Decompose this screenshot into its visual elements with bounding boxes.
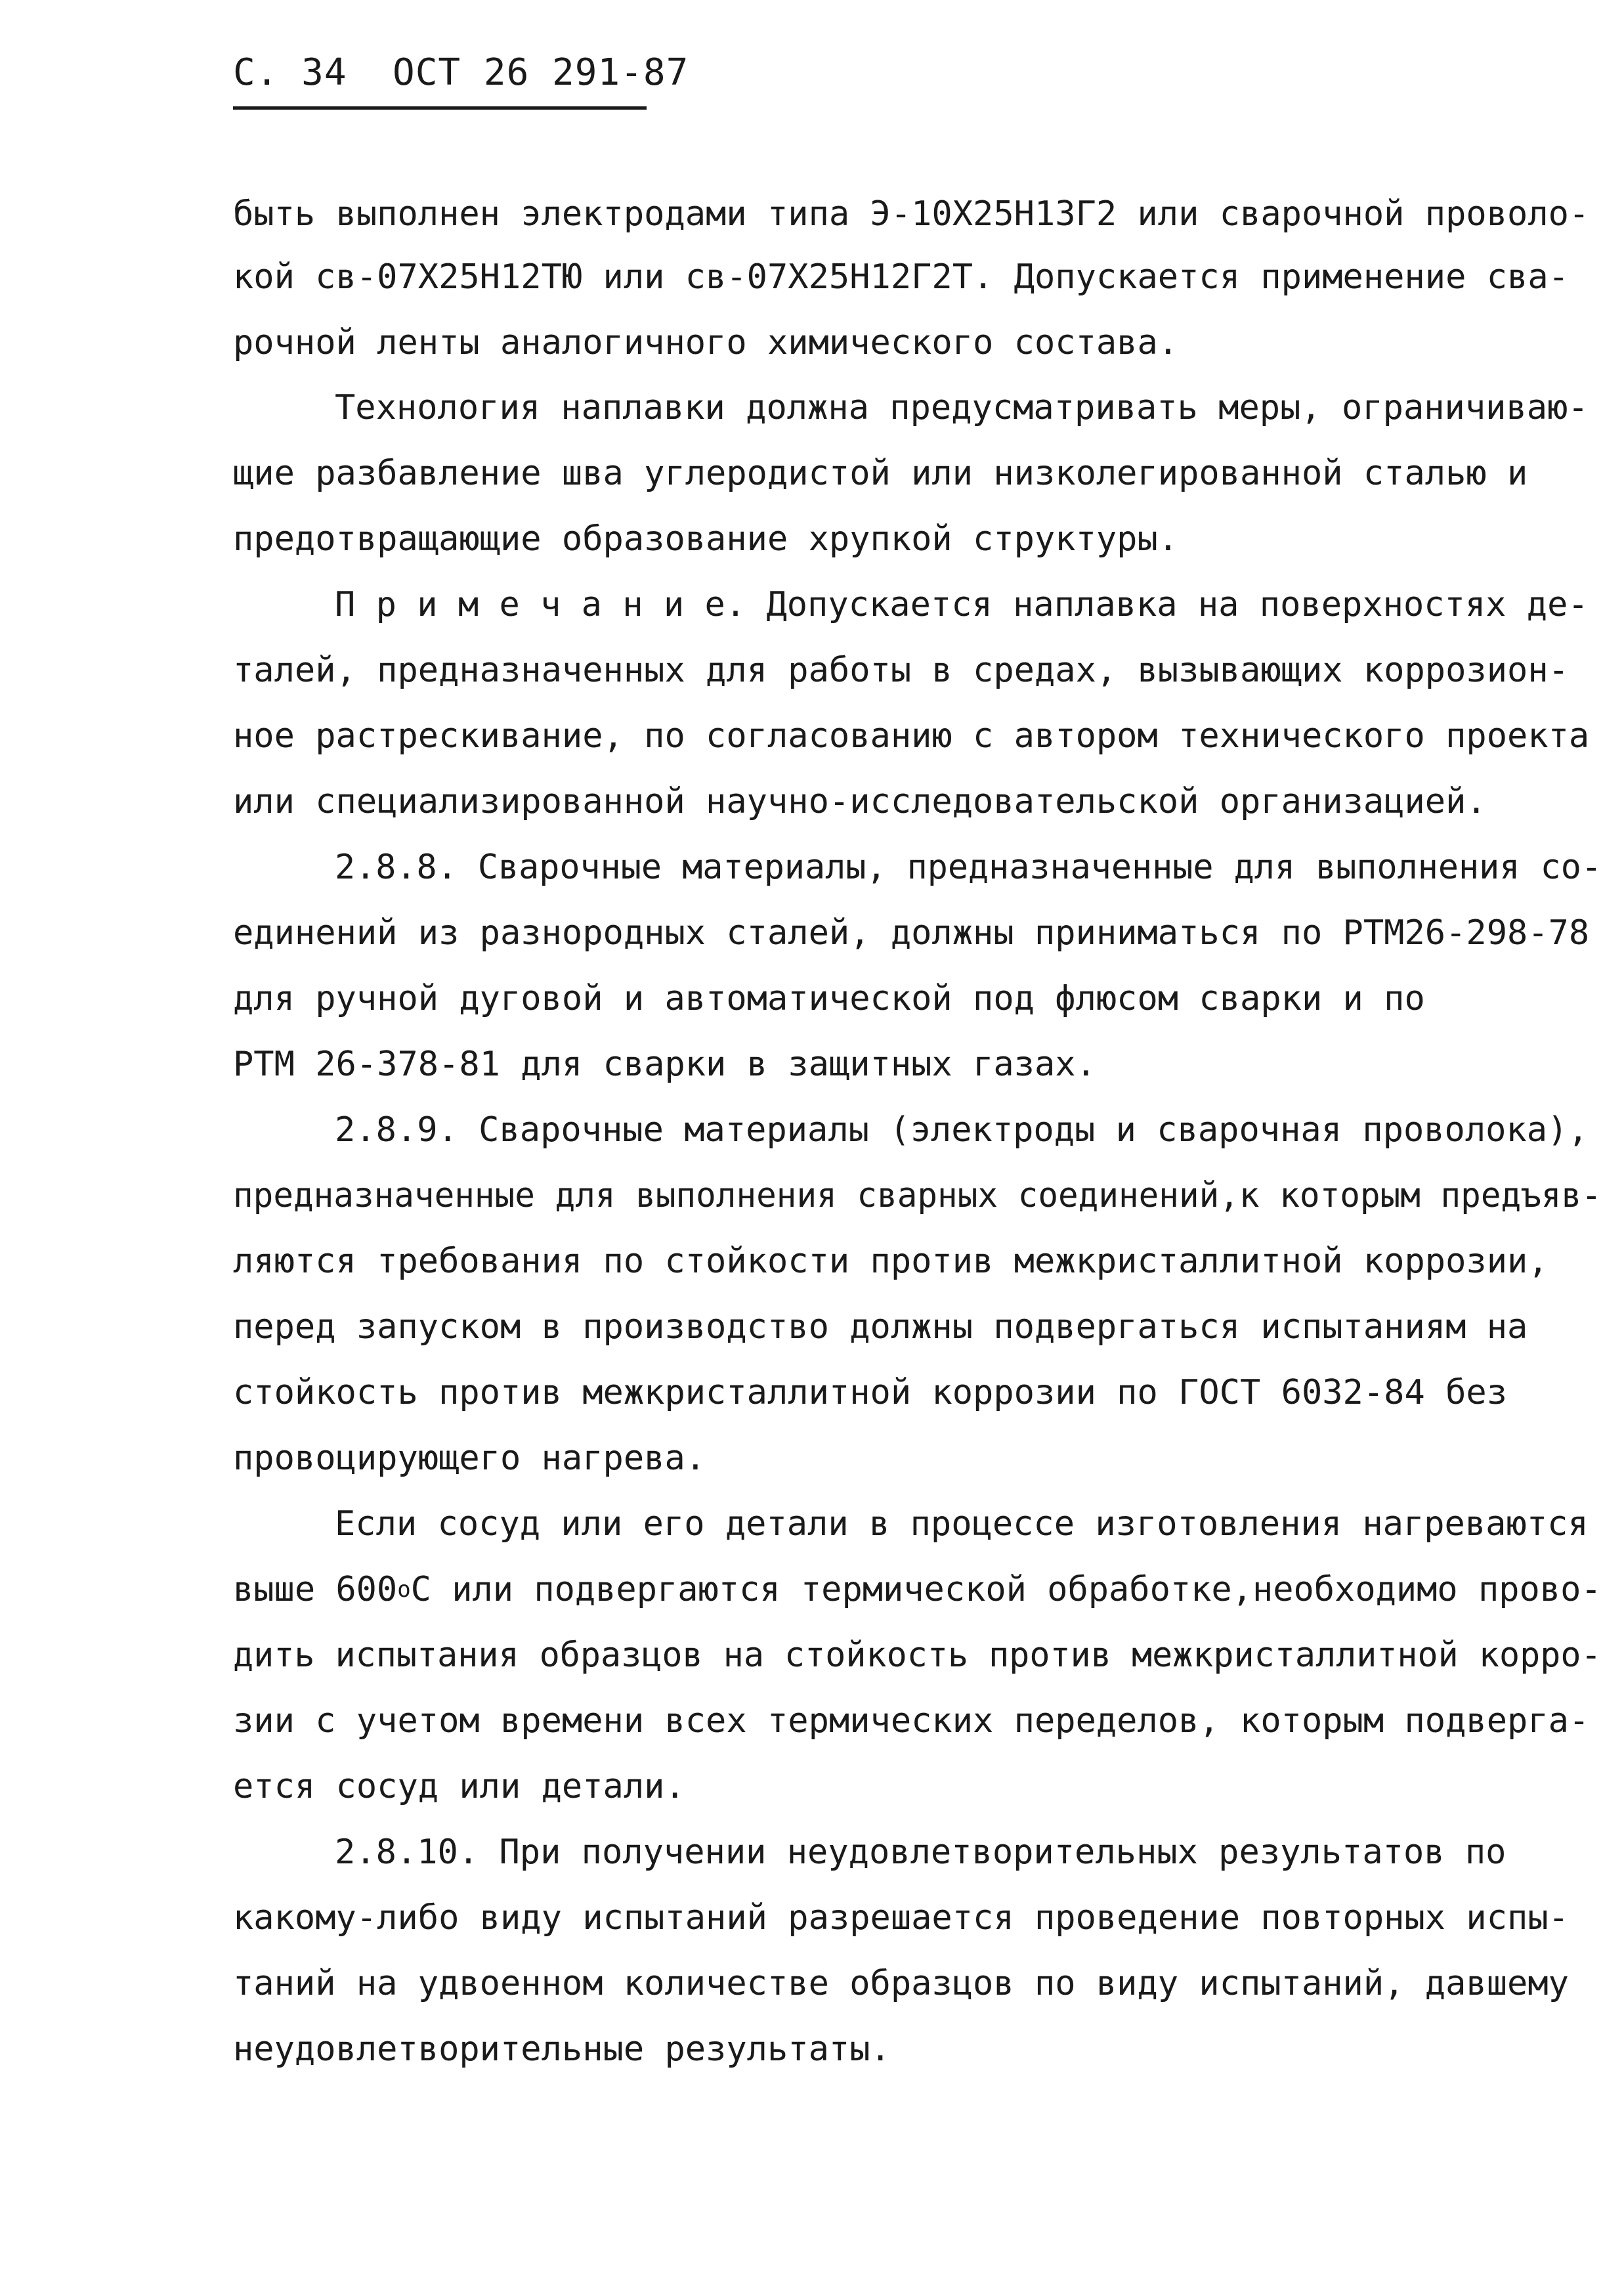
text-line: или специализированной научно-исследовательской организацией.	[233, 782, 1487, 821]
text-fragment: С или подвергаются термической обработке,необходимо прово-	[410, 1570, 1602, 1609]
paragraph-start: Технология наплавки должна предусматривать меры, ограничиваю-	[335, 388, 1589, 427]
text-line: для ручной дуговой и автоматической под флюсом сварки и по	[233, 979, 1425, 1018]
text-line: быть выполнен электродами типа Э-10Х25Н13Г2 или сварочной проволо-	[233, 194, 1590, 234]
text-line: перед запуском в производство должны подвергаться испытаниям на	[233, 1307, 1528, 1347]
text-line: единений из разнородных сталей, должны приниматься по РТМ26-298-78	[233, 913, 1590, 953]
text-line: провоцирующего нагрева.	[233, 1439, 706, 1478]
clause-2-8-10: 2.8.10. При получении неудовлетворительных результатов по	[335, 1833, 1506, 1872]
text-line-with-temperature	[233, 1570, 1602, 1609]
text-line: щие разбавление шва углеродистой или низколегированной сталью и	[233, 454, 1528, 493]
note-start: П р и м е ч а н и е. Допускается наплавка на поверхностях де-	[335, 585, 1589, 624]
clause-2-8-9: 2.8.9. Сварочные материалы (электроды и сварочная проволока),	[335, 1110, 1589, 1150]
text-line: стойкость против межкристаллитной коррозии по ГОСТ 6032-84 без	[233, 1373, 1508, 1412]
text-line: рочной ленты аналогичного химического состава.	[233, 323, 1179, 362]
text-line: предназначенные для выполнения сварных соединений,к которым предъяв-	[233, 1176, 1602, 1215]
text-line: дить испытания образцов на стойкость против межкристаллитной корро-	[233, 1636, 1602, 1675]
text-line: ное растрескивание, по согласованию с автором технического проекта	[233, 716, 1590, 756]
clause-2-8-8: 2.8.8. Сварочные материалы, предназначенные для выполнения со-	[335, 848, 1602, 887]
page-header: С. 34 ОСТ 26 291-87	[233, 51, 689, 94]
text-line: ляются требования по стойкости против межкристаллитной коррозии,	[233, 1242, 1549, 1281]
paragraph-start: Если сосуд или его детали в процессе изготовления нагреваются	[335, 1504, 1589, 1544]
text-line: неудовлетворительные результаты.	[233, 2029, 891, 2069]
text-line: зии с учетом времени всех термических переделов, которым подверга-	[233, 1701, 1590, 1741]
text-line: талей, предназначенных для работы в средах, вызывающих коррозион-	[233, 651, 1569, 690]
text-line: РТМ 26-378-81 для сварки в защитных газах.	[233, 1045, 1096, 1084]
text-line: какому-либо виду испытаний разрешается проведение повторных испы-	[233, 1898, 1569, 1938]
degree-superscript: о	[397, 1576, 411, 1603]
text-line: таний на удвоенном количестве образцов по виду испытаний, давшему	[233, 1964, 1569, 2003]
text-line: ется сосуд или детали.	[233, 1767, 685, 1806]
text-line: предотвращающие образование хрупкой структуры.	[233, 519, 1179, 559]
text-fragment: выше 600	[233, 1570, 398, 1609]
header-rule	[233, 106, 647, 110]
text-line: кой св-07Х25Н12ТЮ или св-07Х25Н12Г2Т. Допускается применение сва-	[233, 257, 1569, 297]
